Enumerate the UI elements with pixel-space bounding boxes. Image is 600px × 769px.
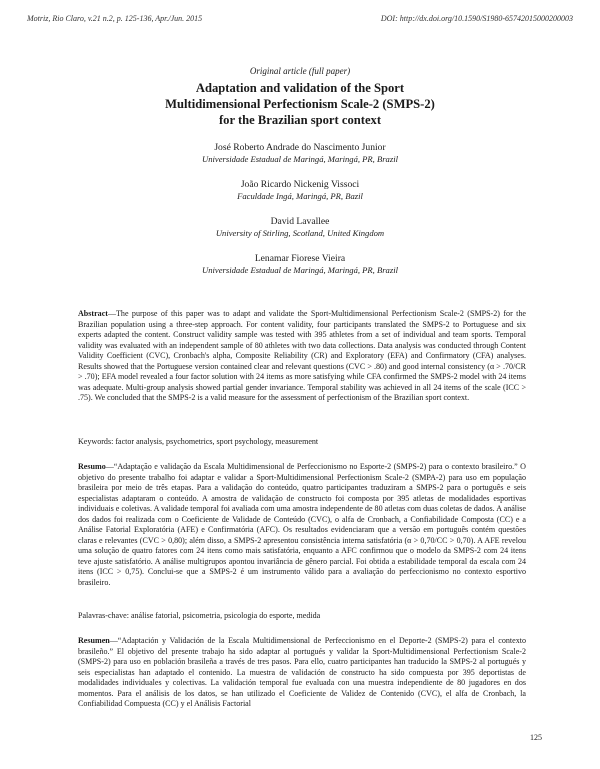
author-entry <box>0 253 600 276</box>
author-name: David Lavallee <box>270 216 330 227</box>
author-entry <box>0 179 600 202</box>
keywords-portuguese: Palavras-chave: análise fatorial, psicometria, psicologia do esporte, medida <box>78 611 321 620</box>
abstract-portuguese <box>78 462 526 588</box>
author-affiliation: Faculdade Ingá, Maringá, PR, Bazil <box>237 191 363 201</box>
abstract-text: —The purpose of this paper was to adapt and validate the Sport-Multidimensional Perfectionism Scale-2 (SMPS-2) for the Brazilian population using a three-step approach. For content validity, four participants translated the SMPS-2 to Portuguese and six experts adapted the content. Construct validity sample was tested with 395 athletes from a set of individual and team sports. Temporal validity was evaluated with an independent sample of 80 athletes with two data collections. Data analysis was conducted through Content Validity Coefficient (CVC), Cronbach's alpha, Composite Reliability (CR) and Exploratory (EFA) and Confirmatory (CFA) analyses. Results showed that the Portuguese version contained clear and relevant questions (CVC > .80) and good internal consistency (α > .70/CR > .70); EFA model revealed a four factor solution with 24 items as more satisfying while CFA confirmed the SMPS-2 model with 24 items was adequate. Multi-group analysis showed partial gender invariance. Temporal stability was achieved in all 24 items of the scale (ICC > .75). We concluded that the SMPS-2 is a valid measure for the assessment of perfectionism of the Brazilian sport context. <box>78 309 526 402</box>
abstract-label: Abstract <box>78 309 108 318</box>
author-affiliation: Universidade Estadual de Maringá, Maringá, PR, Brazil <box>202 154 398 164</box>
keywords-english: Keywords: factor analysis, psychometrics, sport psychology, measurement <box>78 437 319 446</box>
abstract-spanish <box>78 636 526 710</box>
author-affiliation: Universidade Estadual de Maringá, Maringá, PR, Brazil <box>202 265 398 275</box>
author-name: Lenamar Fiorese Vieira <box>254 253 346 264</box>
title-line: for the Brazilian sport context <box>218 113 382 127</box>
author-name: João Ricardo Nickenig Vissoci <box>240 179 360 190</box>
page-number: 125 <box>530 733 542 742</box>
author-entry <box>0 216 600 239</box>
author-list <box>0 142 600 290</box>
author-name: José Roberto Andrade do Nascimento Junior <box>214 142 386 153</box>
doi-link[interactable]: DOI: http://dx.doi.org/10.1590/S1980-65742015000200003 <box>380 14 573 23</box>
resumo-label: Resumo <box>78 462 106 471</box>
article-type-label: Original article (full paper) <box>249 66 351 76</box>
title-line: Adaptation and validation of the Sport <box>195 81 405 95</box>
title-line: Multidimensional Perfectionism Scale-2 (SMPS-2) <box>165 97 435 111</box>
journal-citation: Motriz, Rio Claro, v.21 n.2, p. 125-136, Apr./Jun. 2015 <box>27 14 203 23</box>
abstract-english <box>78 309 526 404</box>
running-header <box>27 14 573 26</box>
resumen-label: Resumen <box>78 636 110 645</box>
author-entry <box>0 142 600 165</box>
article-title <box>60 80 540 128</box>
resumen-text: —“Adaptación y Validación de la Escala Multidimensional de Perfeccionismo en el Deporte-2 (SMPS-2) para el contexto brasileño.” El objetivo del presente trabajo ha sido adaptar al portugués y validar la Sport-Multidimensional Perfectionism Scale-2 (SMPS-2) para uso en población brasileña a través de tres pasos. Para ello, cuatro participantes han traducido la SMPS-2 al portugués y seis especialistas han adaptado el contenido. La muestra de validación de constructo ha sido compuesta por 395 deportistas de modalidades individuales y colectivas. La validación temporal fue evaluada con una muestra independiente de 80 jugadores en dos momentos. Para el análisis de los datos, se han utilizado el Coeficiente de Validez de Contenido (CVC), el alfa de Cronbach, la Confiabilidad Compuesta (CC) y el Análisis Factorial <box>78 636 526 708</box>
author-affiliation: University of Stirling, Scotland, United Kingdom <box>215 228 385 238</box>
resumo-text: —“Adaptação e validação da Escala Multidimensional de Perfeccionismo no Esporte-2 (SMPS-2) para o contexto brasileiro.” O objetivo do presente trabalho foi adaptar e validar a Sport-Multidimensional Perfectionism Scale-2 (SMPA-2) para uso em população brasileira por meio de três etapas. Para a validação do conteúdo, quatro participantes traduziram a SMPS-2 para o português e seis especialistas adaptaram o conteúdo. A amostra de validação de constructo foi composta por 395 atletas de modalidades esportivas individuais e coletivas. A validade temporal foi avaliada com uma amostra independente de 80 atletas com duas coletas de dados. A análise dos dados foi realizada com o Coeficiente de Validade de Conteúdo (CVC), o alfa de Cronbach, a Confiabilidade Composta (CC) e a Análise Fatorial Exploratória (AFE) e Confirmatória (AFC). Os resultados evidenciaram que a versão em português contém questões claras e relevantes (CVC > 0,80); além disso, a SMPS-2 apresentou consistência interna satisfatória (α > 0,70/CC > 0,70). A AFE revelou uma solução de quatro fatores com 24 itens como mais satisfatória, enquanto a AFC confirmou que o modelo da SMPS-2 com 24 itens teve ajuste satisfatório. A análise multigrupos apontou invariância de gênero parcial. Foi obtida a estabilidade temporal da escala com 24 itens (ICC > 0,75). Conclui-se que a SMPS-2 é um instrumento válido para a avaliação do perfeccionismo no contexto esportivo brasileiro. <box>78 462 526 587</box>
